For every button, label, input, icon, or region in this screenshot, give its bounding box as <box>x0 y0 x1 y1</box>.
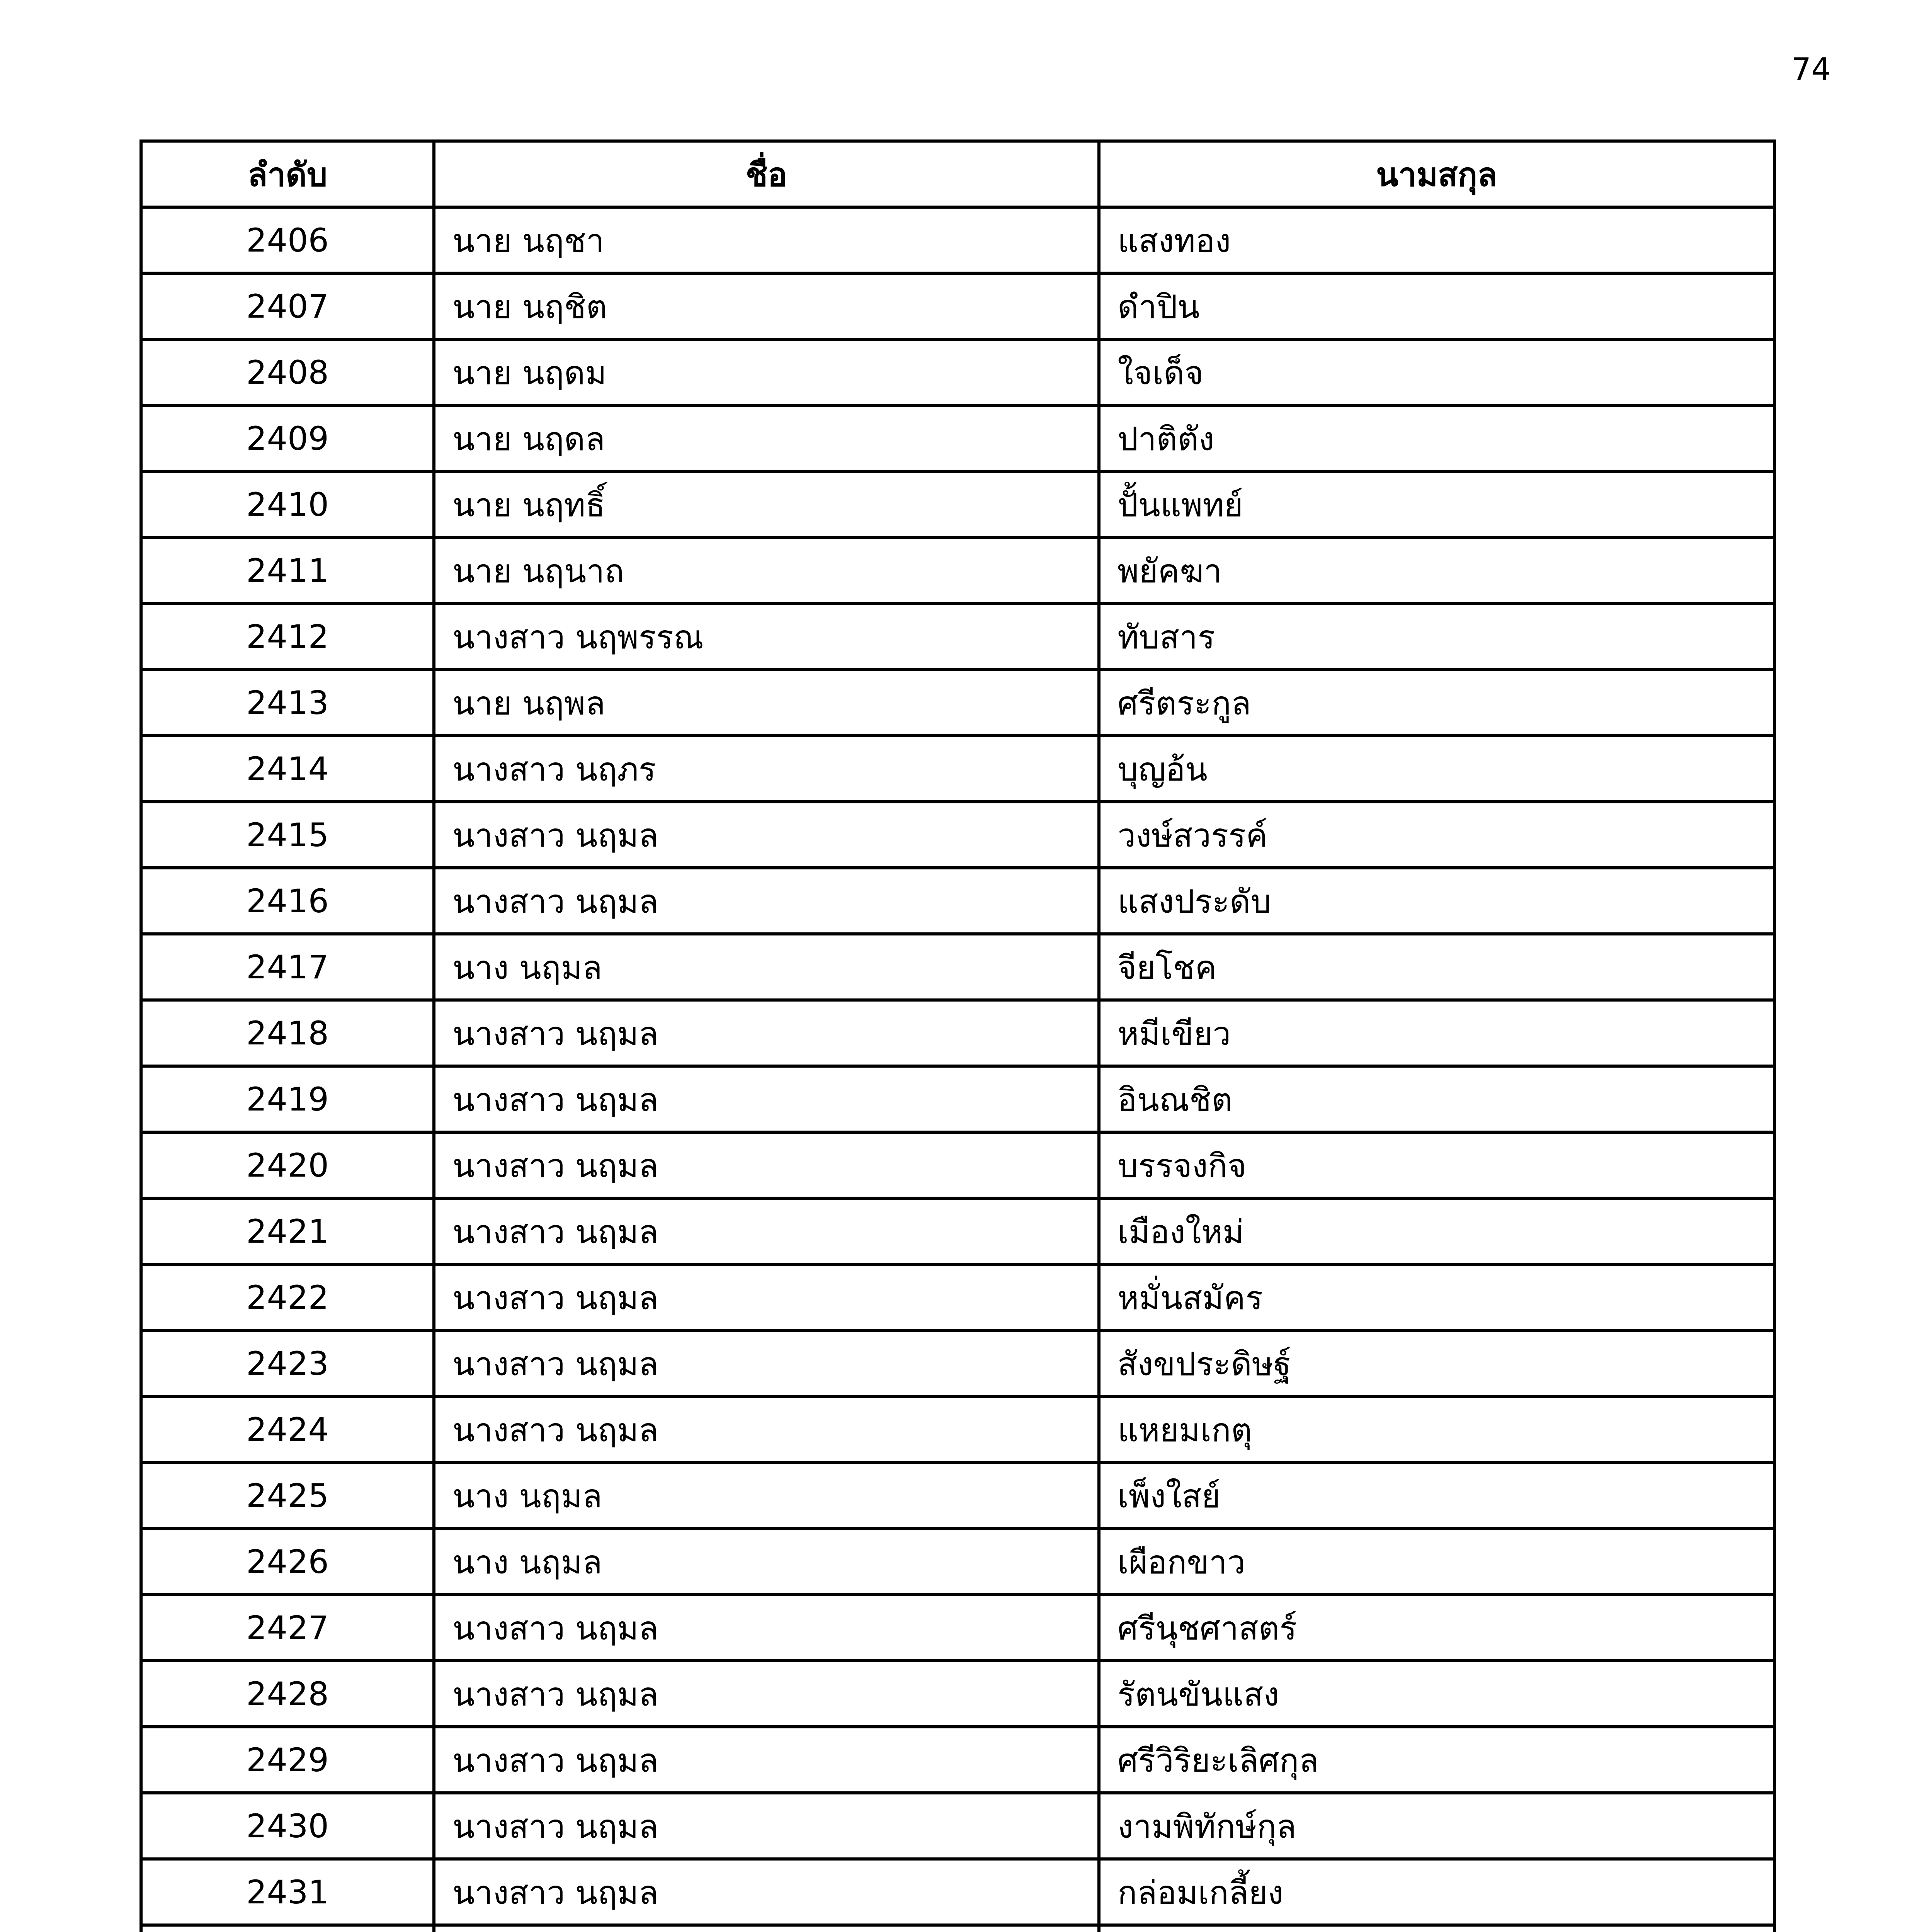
table-row <box>141 207 1774 273</box>
name-cell: นางสาว นฤมล <box>434 868 1099 934</box>
name-cell: นาย นฤพล <box>434 670 1099 736</box>
order-cell: 2410 <box>141 471 434 537</box>
name-cell: นาย นฤชิต <box>434 273 1099 339</box>
surname-cell: ทับสาร <box>1099 604 1774 670</box>
order-cell: 2427 <box>141 1595 434 1661</box>
surname-cell: ศรีวิริยะเลิศกุล <box>1099 1727 1774 1793</box>
table-row <box>141 604 1774 670</box>
name-cell: นางสาว นฤมล <box>434 1595 1099 1661</box>
order-cell: 2413 <box>141 670 434 736</box>
table-row <box>141 1463 1774 1529</box>
surname-cell: ดำปิน <box>1099 273 1774 339</box>
table-row <box>141 405 1774 471</box>
table-row <box>141 1396 1774 1463</box>
surname-cell: เมืองใหม่ <box>1099 1198 1774 1264</box>
name-cell: นางสาว นฤมล <box>434 1066 1099 1132</box>
order-cell: 2428 <box>141 1661 434 1727</box>
order-cell: 2419 <box>141 1066 434 1132</box>
surname-cell: ศรีตระกูล <box>1099 670 1774 736</box>
table-row <box>141 1793 1774 1859</box>
table-row <box>141 736 1774 802</box>
order-cell: 2420 <box>141 1132 434 1198</box>
name-cell: นาย นฤนาถ <box>434 537 1099 604</box>
order-cell: 2426 <box>141 1529 434 1595</box>
name-cell: นางสาว นฤมล <box>434 1000 1099 1066</box>
surname-cell: แสงประดับ <box>1099 868 1774 934</box>
name-cell: นางสาว นฤมล <box>434 1264 1099 1330</box>
name-cell: นาย นฤดล <box>434 405 1099 471</box>
surname-cell: พยัคฆา <box>1099 537 1774 604</box>
surname-cell: แหยมเกตุ <box>1099 1396 1774 1463</box>
order-cell: 2423 <box>141 1330 434 1396</box>
surname-cell <box>1099 1925 1774 1932</box>
table-row <box>141 1000 1774 1066</box>
column-header-name: ชื่อ <box>434 141 1099 207</box>
order-cell: 2411 <box>141 537 434 604</box>
name-cell: นาง นฤมล <box>434 1463 1099 1529</box>
order-cell: 2418 <box>141 1000 434 1066</box>
table-row <box>141 1595 1774 1661</box>
table-row <box>141 670 1774 736</box>
table-row <box>141 1529 1774 1595</box>
surname-cell: ใจเด็จ <box>1099 339 1774 405</box>
name-cell <box>434 1925 1099 1932</box>
name-cell: นาย นฤทธิ์ <box>434 471 1099 537</box>
order-cell: 2425 <box>141 1463 434 1529</box>
name-cell: นางสาว นฤมล <box>434 802 1099 868</box>
table-row <box>141 802 1774 868</box>
name-cell: นาย นฤชา <box>434 207 1099 273</box>
table-row <box>141 537 1774 604</box>
name-cell: นาย นฤดม <box>434 339 1099 405</box>
surname-cell: จียโชค <box>1099 934 1774 1000</box>
table-row <box>141 1661 1774 1727</box>
header-row <box>141 141 1774 207</box>
surname-cell: ศรีนุชศาสตร์ <box>1099 1595 1774 1661</box>
surname-cell: วงษ์สวรรค์ <box>1099 802 1774 868</box>
name-cell: นางสาว นฤมล <box>434 1198 1099 1264</box>
surname-cell: รัตนขันแสง <box>1099 1661 1774 1727</box>
table-row <box>141 1727 1774 1793</box>
surname-cell: อินณชิต <box>1099 1066 1774 1132</box>
surname-cell: บรรจงกิจ <box>1099 1132 1774 1198</box>
table-row <box>141 1859 1774 1925</box>
name-cell: นาง นฤมล <box>434 1529 1099 1595</box>
table-row <box>141 339 1774 405</box>
surname-cell: กล่อมเกลี้ยง <box>1099 1859 1774 1925</box>
order-cell: 2429 <box>141 1727 434 1793</box>
surname-cell: หมั่นสมัคร <box>1099 1264 1774 1330</box>
table-row <box>141 1066 1774 1132</box>
order-cell: 2424 <box>141 1396 434 1463</box>
order-cell: 2412 <box>141 604 434 670</box>
order-cell: 2430 <box>141 1793 434 1859</box>
table-row <box>141 1198 1774 1264</box>
table-row <box>141 868 1774 934</box>
table-row <box>141 1132 1774 1198</box>
surname-cell: สังขประดิษฐ์ <box>1099 1330 1774 1396</box>
order-cell: 2415 <box>141 802 434 868</box>
table-row <box>141 1925 1774 1932</box>
table-row <box>141 934 1774 1000</box>
surname-cell: เผือกขาว <box>1099 1529 1774 1595</box>
order-cell: 2431 <box>141 1859 434 1925</box>
order-cell <box>141 1925 434 1932</box>
name-cell: นางสาว นฤมล <box>434 1396 1099 1463</box>
name-cell: นางสาว นฤมล <box>434 1859 1099 1925</box>
surname-cell: ปั้นแพทย์ <box>1099 471 1774 537</box>
table-row <box>141 273 1774 339</box>
table-row <box>141 471 1774 537</box>
table-header <box>141 141 1774 207</box>
order-cell: 2409 <box>141 405 434 471</box>
name-cell: นางสาว นฤมล <box>434 1132 1099 1198</box>
name-cell: นางสาว นฤมล <box>434 1727 1099 1793</box>
order-cell: 2407 <box>141 273 434 339</box>
roster-table <box>139 139 1776 1932</box>
column-header-order: ลำดับ <box>141 141 434 207</box>
order-cell: 2406 <box>141 207 434 273</box>
order-cell: 2417 <box>141 934 434 1000</box>
surname-cell: ปาติตัง <box>1099 405 1774 471</box>
surname-cell: งามพิทักษ์กุล <box>1099 1793 1774 1859</box>
surname-cell: บุญอ้น <box>1099 736 1774 802</box>
column-header-surname: นามสกุล <box>1099 141 1774 207</box>
table-row <box>141 1330 1774 1396</box>
order-cell: 2416 <box>141 868 434 934</box>
order-cell: 2422 <box>141 1264 434 1330</box>
page-number: 74 <box>1791 51 1831 87</box>
surname-cell: แสงทอง <box>1099 207 1774 273</box>
name-cell: นางสาว นฤมล <box>434 1793 1099 1859</box>
order-cell: 2414 <box>141 736 434 802</box>
order-cell: 2421 <box>141 1198 434 1264</box>
name-cell: นางสาว นฤพรรณ <box>434 604 1099 670</box>
name-cell: นางสาว นฤมล <box>434 1661 1099 1727</box>
order-cell: 2408 <box>141 339 434 405</box>
surname-cell: หมีเขียว <box>1099 1000 1774 1066</box>
name-cell: นางสาว นฤมล <box>434 1330 1099 1396</box>
table-row <box>141 1264 1774 1330</box>
name-cell: นางสาว นฤภร <box>434 736 1099 802</box>
surname-cell: เพ็งใสย์ <box>1099 1463 1774 1529</box>
name-cell: นาง นฤมล <box>434 934 1099 1000</box>
table-body <box>141 207 1774 1932</box>
